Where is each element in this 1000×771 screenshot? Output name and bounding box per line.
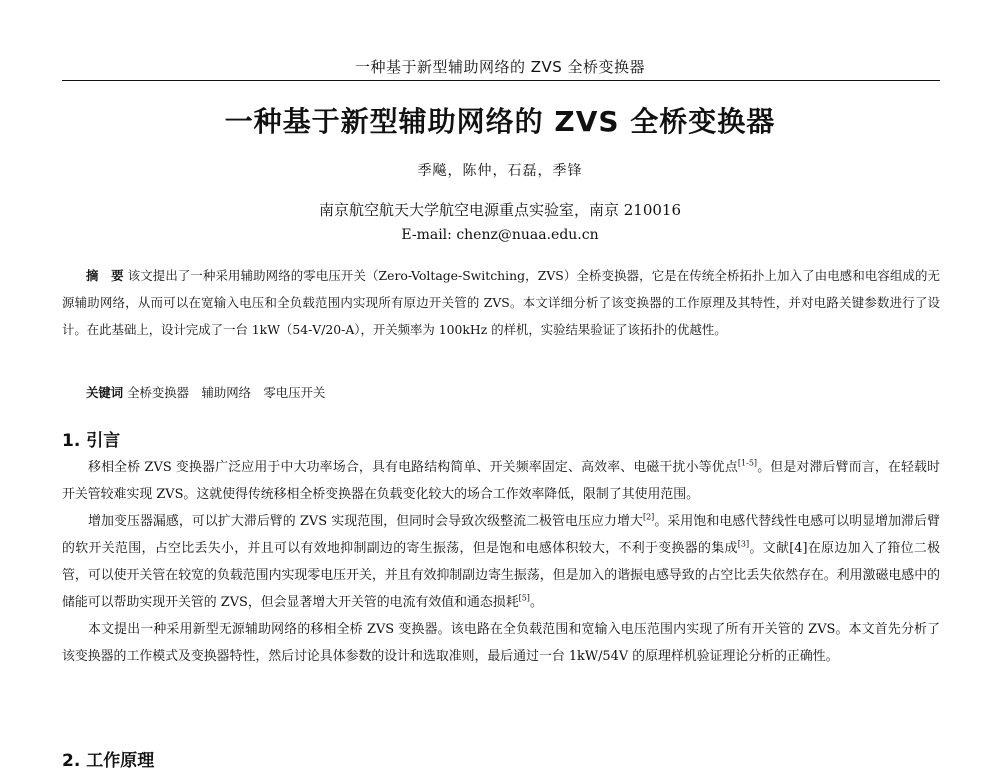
paragraph: 本文提出一种采用新型无源辅助网络的移相全桥 ZVS 变换器。该电路在全负载范围和宽输入电压范围内实现了所有开关管的 ZVS。本文首先分析了该变换器的工作模式及变换器特性，然后讨论具体参数的设计和选取准则，最后通过一台 1kW/54V 的原理样机验证理论分析的正确性。 <box>62 622 940 664</box>
citation-ref[interactable]: [5] <box>518 593 530 603</box>
paper-title: 一种基于新型辅助网络的 ZVS 全桥变换器 <box>224 105 776 138</box>
abstract <box>62 262 940 343</box>
citation-ref[interactable]: [2] <box>642 512 655 522</box>
paragraph-text: 。采用饱和电感代替线性电感可以明显增加滞后臂的软开关范围，占空比丢失小，并且可以有效地抑制副边的寄生振荡，但是饱和电感体积较大，不利于变换器的集成 <box>62 514 941 556</box>
contact-email: E-mail: chenz@nuaa.edu.cn <box>401 227 599 243</box>
keywords-text: 全桥变换器 辅助网络 零电压开关 <box>127 385 326 400</box>
section-heading-introduction: 1. 引言 <box>62 431 121 451</box>
affiliation: 南京航空航天大学航空电源重点实验室，南京 210016 <box>318 201 682 219</box>
paragraph-text: 。但是对滞后臂而言，在轻载时开关管较难实现 ZVS。这就使得传统移相全桥变换器在负载变化较大的场合工作效率降低，限制了其使用范围。 <box>62 460 940 502</box>
paragraph <box>62 508 940 616</box>
citation-ref[interactable]: [1-5] <box>737 458 758 468</box>
keywords <box>86 383 325 401</box>
author-list: 季飚，陈仲，石磊，季锋 <box>417 163 583 179</box>
citation-ref[interactable]: [3] <box>737 539 750 549</box>
abstract-label: 摘 要 <box>86 268 124 283</box>
paragraph <box>62 454 940 508</box>
paragraph-text: 移相全桥 ZVS 变换器广泛应用于中大功率场合，具有电路结构简单、开关频率固定、高效率、电磁干扰小等优点 <box>88 460 738 475</box>
paragraph-text: 。文献[4]在原边加入了箝位二极管，可以使开关管在较宽的负载范围内实现零电压开关，并且有效抑制副边寄生振荡，但是加入的谐振电感导致的占空比丢失依然存在。利用激磁电感中的储能可以帮助实现开关管的 ZVS，但会显著增大开关管的电流有效值和通态损耗 <box>62 541 941 610</box>
keywords-label: 关键词 <box>86 385 124 400</box>
paragraph-text: 增加变压器漏感，可以扩大滞后臂的 ZVS 实现范围，但同时会导致次级整流二极管电压应力增大 <box>88 514 643 529</box>
section-heading-next: 2. 工作原理 <box>62 751 155 771</box>
section-body <box>62 454 940 670</box>
running-head: 一种基于新型辅助网络的 ZVS 全桥变换器 <box>354 58 646 76</box>
paragraph-text: 。 <box>529 595 543 610</box>
header-rule <box>62 80 940 81</box>
abstract-text: 该文提出了一种采用辅助网络的零电压开关（Zero-Voltage-Switching，ZVS）全桥变换器，它是在传统全桥拓扑上加入了由电感和电容组成的无源辅助网络，从而可以在宽输入电压和全负载范围内实现所有原边开关管的 ZVS。本文详细分析了该变换器的工作原理及其特性，并对电路关键参数进行了设计。在此基础上，设计完成了一台 1kW（54-V/20-A），开关频率为 100kHz 的样机，实验结果验证了该拓扑的优越性。 <box>62 268 940 337</box>
